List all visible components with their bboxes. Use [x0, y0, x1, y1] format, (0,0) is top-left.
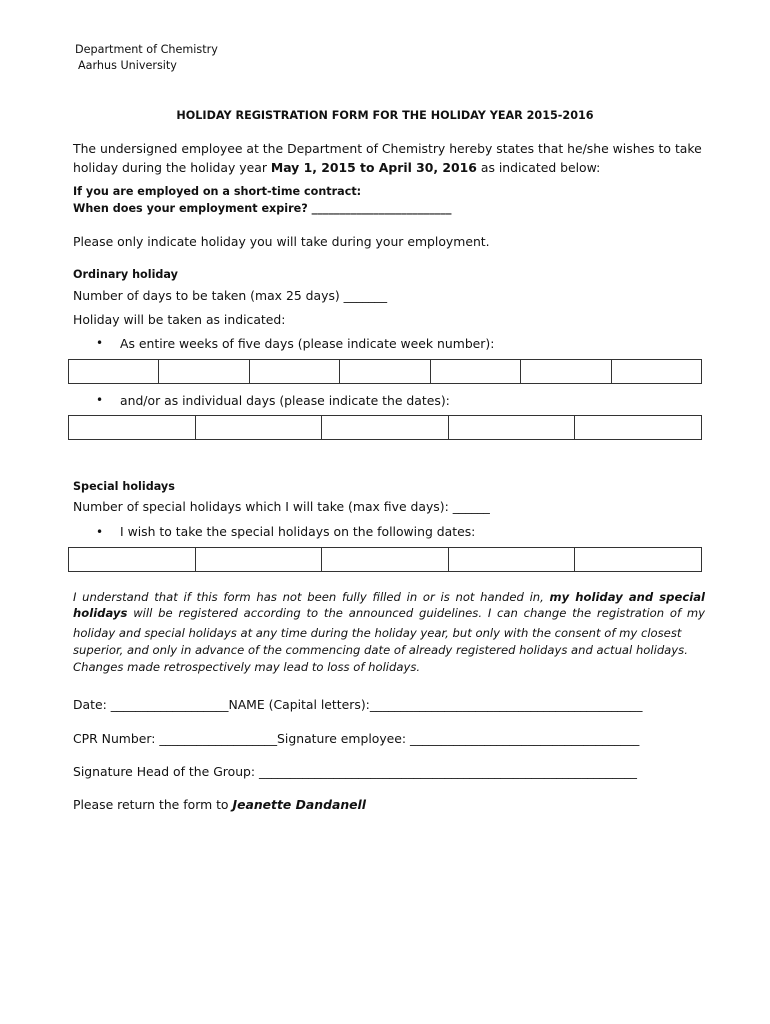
declaration-rest: holiday and special holidays at any time during the holiday year, but only with the consent of my closest superior, and only in advance of the commencing date of already registered holidays and actual holidays. Changes made retrospectively may lead to loss of holidays.	[73, 626, 688, 674]
date-cell[interactable]	[195, 548, 322, 572]
date-cell[interactable]	[575, 548, 702, 572]
holiday-year-dates: May 1, 2015 to April 30, 2016	[270, 160, 477, 175]
declaration-line-2b: will be registered according to the announced guidelines. I can change the registration of my	[127, 606, 705, 620]
intro-line-2-prefix: holiday during the holiday year	[73, 160, 271, 175]
bullet-icon: •	[96, 336, 104, 350]
days-bullet-text: and/or as individual days (please indicate the dates):	[120, 393, 450, 408]
week-cell[interactable]	[521, 360, 611, 384]
return-prefix: Please return the form to	[73, 797, 233, 812]
week-cell[interactable]	[611, 360, 701, 384]
return-instruction	[73, 797, 366, 813]
date-cell[interactable]	[69, 548, 196, 572]
date-cell[interactable]	[322, 548, 449, 572]
bullet-icon: •	[96, 393, 104, 407]
bullet-icon: •	[96, 525, 104, 539]
weeks-bullet-text: As entire weeks of five days (please indicate week number):	[120, 336, 495, 351]
department-name: Department of Chemistry	[75, 43, 218, 56]
holiday-taken-as-label: Holiday will be taken as indicated:	[73, 312, 286, 327]
return-contact-name: Jeanette Dandanell	[232, 797, 367, 812]
individual-days-table	[68, 415, 702, 440]
special-holidays-heading: Special holidays	[73, 480, 175, 493]
ordinary-holiday-heading: Ordinary holiday	[73, 268, 178, 281]
ordinary-days-field[interactable]: Number of days to be taken (max 25 days) _______	[73, 288, 388, 303]
only-indicate-note: Please only indicate holiday you will take during your employment.	[73, 234, 490, 249]
employment-expire-field[interactable]: When does your employment expire? _________________________	[73, 202, 452, 215]
date-cell[interactable]	[448, 548, 575, 572]
form-title: HOLIDAY REGISTRATION FORM FOR THE HOLIDAY YEAR 2015-2016	[176, 109, 594, 122]
week-cell[interactable]	[430, 360, 520, 384]
special-days-field[interactable]: Number of special holidays which I will take (max five days): ______	[73, 499, 490, 514]
declaration-line-1b: my holiday and special	[549, 590, 705, 604]
date-cell[interactable]	[575, 416, 702, 440]
week-number-table	[68, 359, 702, 384]
week-cell[interactable]	[69, 360, 159, 384]
date-cell[interactable]	[448, 416, 575, 440]
week-cell[interactable]	[159, 360, 249, 384]
declaration-line-1	[73, 589, 705, 606]
date-cell[interactable]	[322, 416, 449, 440]
intro-line-1: The undersigned employee at the Department of Chemistry hereby states that he/she wishes to take	[73, 141, 702, 156]
intro-line-2	[73, 160, 600, 176]
head-signature-field[interactable]: Signature Head of the Group: _____________________________________________________________	[73, 764, 637, 779]
date-cell[interactable]	[69, 416, 196, 440]
week-cell[interactable]	[249, 360, 339, 384]
cpr-signature-field[interactable]: CPR Number: ___________________Signature employee: _____________________________________	[73, 731, 640, 746]
special-dates-bullet-text: I wish to take the special holidays on the following dates:	[120, 524, 476, 539]
date-name-field[interactable]: Date: ___________________NAME (Capital letters):____________________________________________	[73, 697, 643, 712]
declaration-line-1a: I understand that if this form has not been fully filled in or is not handed in,	[73, 590, 550, 604]
week-cell[interactable]	[340, 360, 430, 384]
intro-line-2-suffix: as indicated below:	[476, 160, 601, 175]
short-contract-question: If you are employed on a short-time contract:	[73, 185, 362, 198]
special-dates-table	[68, 547, 702, 572]
declaration-line-2	[73, 605, 705, 622]
university-name: Aarhus University	[78, 59, 177, 72]
date-cell[interactable]	[195, 416, 322, 440]
declaration-line-2a: holidays	[73, 606, 128, 620]
